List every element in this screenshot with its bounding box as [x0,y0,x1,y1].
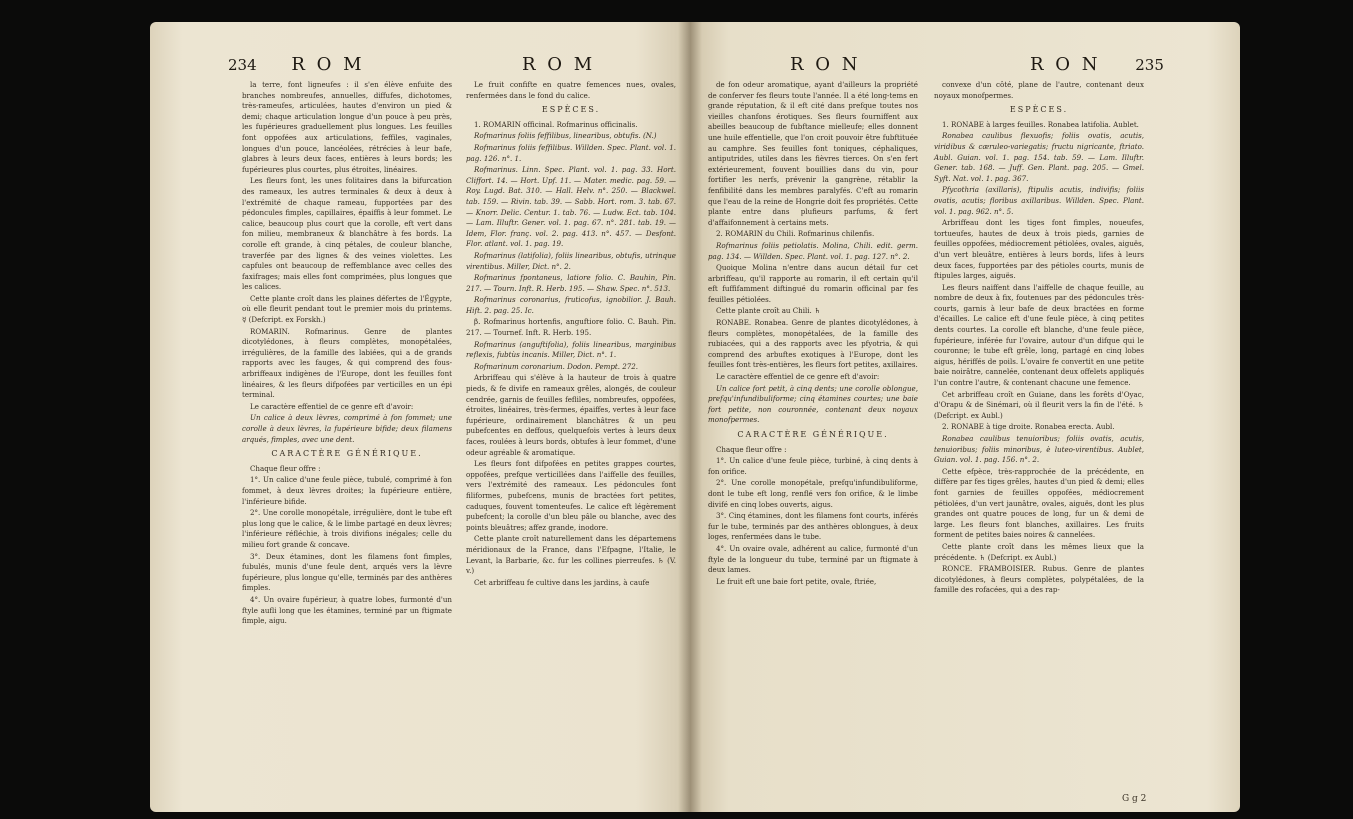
right-page-running-head: R O N [790,54,861,75]
text-paragraph: la terre, font ligneufes : il s'en élève enfuite des branches nombreufes, annuelles, diffufes, dichotomes, très-rameufes, articulées, hautes d'environ un pied & demi; chaque articulation longue d'un pouce à peu près, les fupérieures graduellement plus longues. Les feuilles font oppofées aux articulations, feffiles, vaginales, longues d'un pouce, lancéolées, rétrécies à leur bafe, glabres à leurs deux faces, entières à leurs bords; les fupérieures plus courtes, plus étroites, linéaires. [242,80,452,174]
text-paragraph: Cet arbriffeau fe cultive dans les jardins, à caufe [474,577,650,587]
text-paragraph: Rofmarinus fpontaneus, latiore folio. C. Bauhin, Pin. 217. — Tourn. Inft. R. Herb. 195. — Shaw. Spec. n°. 513. [466,273,676,293]
text-paragraph: RONCE. FRAMBOISIER. Rubus. Genre de plantes dicotylédones, à fleurs complètes, polypétalées, de la famille des rofacées, qui a des rap- [934,564,1144,595]
text-paragraph: 2. ROMARIN du Chili. Rofmarinus chilenfis. [716,229,875,239]
text-paragraph: Cette plante croît dans les plaines défertes de l'Égypte, où elle fleurit pendant tout le premier mois du printems. ☿ (Defcript. ex Forskh.) [242,293,452,325]
text-paragraph: 1. RONABE à larges feuilles. Ronabea latifolia. Aublet. [942,119,1139,129]
text-paragraph: Le caractère effentiel de ce genre eft d'avoir: [250,401,414,411]
text-paragraph: ROMARIN. Rofmarinus. Genre de plantes dicotylédones, à fleurs complètes, monopétalées, irrégulières, de la famille des labiées, qui a de grands rapports avec les fauges, & qui comprend des fous-arbriffeaux indigènes de l'Europe, dont les feuilles font linéaires, & les fleurs difpofées par verticilles en un épi terminal. [242,326,452,400]
text-paragraph: 1°. Un calice d'une feule pièce, tubulé, comprimé à fon fommet, à deux lèvres droites; la fupérieure entière, l'inférieure bifide. [242,475,452,506]
text-paragraph: 1°. Un calice d'une feule pièce, turbiné, à cinq dents à fon orifice. [708,456,918,476]
text-paragraph: CARACTÈRE GÉNÉRIQUE. [271,449,423,459]
left-page [150,22,690,812]
text-paragraph: Rofmarinus foliis feffilibus, linearibus, obtufis. (N.) [474,131,657,141]
text-paragraph: 3°. Deux étamines, dont les filamens font fimples, fubulés, munis d'une feule dent, arqués vers la lèvre fupérieure, plus longue qu'elle, terminés par des anthères fimples. [242,551,452,593]
left-page-header-col2: R O M [522,54,596,75]
text-paragraph: Les fleurs font, les unes folitaires dans la bifurcation des rameaux, les autres terminales & deux à deux à l'extrémité de chaque rameau, fupportées par des pédoncules fimples, capillaires, épaiffis à leur fommet. Le calice, beaucoup plus court que la corolle, eft vert dans fon milieu, membraneux & blanchâtre à fes bords. La corolle eft grande, à cinq pétales, de couleur blanche, traverfée par des lignes & des veines violettes. Les capfules ont beaucoup de reffemblance avec celles des faxifrages; mais elles font comprimées, plus longues que les calices. [242,176,452,292]
right-page-header [1030,54,1164,75]
left-page-header [228,54,365,75]
text-paragraph: Ronabea caulibus tenuioribus; foliis ovatis, acutis, tenuioribus; foliis minoribus, è luteo-virentibus. Aublet, Guian. vol. 1. pag. 156. n°. 2. [934,434,1144,465]
text-paragraph: Rofmarinum coronarium. Dodon. Pempt. 272. [474,361,639,371]
text-paragraph: Le caractère effentiel de ce genre eft d'avoir: [716,372,880,382]
text-paragraph: Rofmarinus (latifolia), foliis linearibus, obtufis, utrinque virentibus. Miller, Dict. n°. 2. [466,250,676,271]
text-paragraph: β. Rofmarinus hortenfis, anguftiore folio. C. Bauh. Pin. 217. — Tournef. Inft. R. Herb. 195. [466,317,676,338]
text-paragraph: 2°. Une corolle monopétale, prefqu'infundibuliforme, dont le tube eft long, renflé vers fon orifice, & le limbe divifé en cinq lobes ouverts, aigus. [708,478,918,509]
text-paragraph: Cette plante croît dans les mêmes lieux que la précédente. ♄ (Defcript. ex Aubl.) [934,541,1144,562]
text-paragraph: Chaque fleur offre : [716,444,787,454]
text-paragraph: Rofmarinus. Linn. Spec. Plant. vol. 1. pag. 33. Hort. Cliffort. 14. — Hort. Upf. 11. — Mater. medic. pag. 59. — Roy. Lugd. Bat. 310. — Hall. Helv. n°. 250. — Blackwel. tab. 159. — Rivin. tab. 39. — Sabb. Hort. rom. 3. tab. 67. — Knorr. Delic. Centur. 1. tab. 76. — Ludw. Ect. tab. 104. — Lam. Illuftr. Gener. vol. 1. pag. 67. n°. 281. tab. 19. — Idem, Flor. franç. vol. 2. pag. 413. n°. 457. — Desfont. Flor. atlant. vol. 1. pag. 19. [466,165,676,249]
text-paragraph: Rofmarinus foliis feffilibus. Willden. Spec. Plant. vol. 1. pag. 126. n°. 1. [466,142,676,163]
text-paragraph: Le fruit eft une baie fort petite, ovale, ftriée, [716,576,877,586]
text-paragraph: Rofmarinus coronarius, fruticofus, ignobilior. J. Bauh. Hift. 2. pag. 25. Ic. [466,295,676,315]
left-page-number: 234 [228,56,257,74]
text-paragraph: Un calice à deux lèvres, comprimé à fon fommet; une corolle à deux lèvres, la fupérieure bifide; deux filamens arqués, fimples, avec une dent. [242,413,452,444]
right-column-2 [934,80,1144,597]
text-paragraph: Cette efpèce, très-rapprochée de la précédente, en diffère par fes tiges grêles, hautes d'un pied & demi; elles font garnies de feuilles oppofées, médiocrement pétiolées, d'un vert jaunâtre, ovales, aiguës, dont les plus grandes ont quatre pouces de long, fur un & demi de large. Les fleurs font blanches, axillaires. Les fruits forment de petites baies noires & cannelées. [934,466,1144,540]
text-paragraph: Quoique Molina n'entre dans aucun détail fur cet arbriffeau, qu'il rapporte au romarin, il eft certain qu'il eft fuffifamment diftingué du romarin officinal par fes feuilles pétiolées. [708,263,918,304]
left-page-running-head: R O M [291,54,365,75]
text-paragraph: Chaque fleur offre : [250,463,321,473]
book-gutter [678,22,702,812]
text-paragraph: Rofmarinus foliis petiolatis. Molina, Chili. edit. germ. pag. 134. — Willden. Spec. Plant. vol. 1. pag. 127. n°. 2. [708,240,918,261]
text-paragraph: Cet arbriffeau croît en Guiane, dans les forêts d'Oyac, d'Orapu & de Sinémari, où il fleurit vers la fin de l'été. ♄ (Defcript. ex Aubl.) [934,389,1144,420]
text-paragraph: ESPÈCES. [541,105,601,115]
left-column-2 [466,80,676,589]
text-paragraph: 3°. Cinq étamines, dont les filamens font courts, inférés fur le tube, terminés par des anthères oblongues, à deux loges, renfermées dans le tube. [708,511,918,542]
right-page [690,22,1240,812]
text-paragraph: 4°. Un ovaire fupérieur, à quatre lobes, furmonté d'un ftyle aufli long que les étamines, terminé par un ftigmate fimple, aigu. [242,594,452,626]
right-column-1 [708,80,918,588]
text-paragraph: Ronabea caulibus flexuofis; foliis ovatis, acutis, viridibus & cæruleo-variegatis; fructu nigricante, ftriato. Aubl. Guian. vol. 1. pag. 154. tab. 59. — Lam. Illuftr. Gener. tab. 168. — Juff. Gen. Plant. pag. 205. — Gmel. Syft. Nat. vol. 1. pag. 367. [934,131,1144,183]
text-paragraph: 2°. Une corolle monopétale, irrégulière, dont le tube eft plus long que le calice, & le limbe partagé en deux lèvres; l'inférieure réfléchie, à trois divifions inégales; celle du milieu fort grande & concave. [242,508,452,549]
text-paragraph: Cette plante croît naturellement dans les départemens méridionaux de la France, dans l'Efpagne, l'Italie, le Levant, la Barbarie, &c. fur les collines pierreufes. ♄ (V. v.) [466,534,676,576]
left-column-1 [242,80,452,628]
text-paragraph: 4°. Un ovaire ovale, adhérent au calice, furmonté d'un ftyle de la longueur du tube, terminé par un ftigmate à deux lames. [708,543,918,575]
right-page-running-head-2: R O N [1030,54,1101,75]
text-paragraph: Arbriffeau qui s'élève à la hauteur de trois à quatre pieds, & fe divife en rameaux grêles, alongés, de couleur cendrée, garnis de feuilles fefliles, nombreufes, oppofées, étroites, linéaires, très-fermes, épaiffes, vertes à leur face fupérieure, ordinairement blanchâtres & un peu pubefcentes en deffous, quelquefois vertes à leurs deux faces, roulées à leurs bords, obtufes à leur fommet, d'une odeur agréable & aromatique. [466,373,676,457]
text-paragraph: convexe d'un côté, plane de l'autre, contenant deux noyaux monofpermes. [934,80,1144,100]
text-paragraph: Cette plante croît au Chili. ♄ [716,306,821,316]
text-paragraph: Les fleurs font difpofées en petites grappes courtes, oppofées, prefque verticillées dans l'aiffelle des feuilles, vers l'extrémité des rameaux. Les pédoncules font filiformes, pubefcens, munis de bractées fort petites, caduques, fouvent tomenteufes. Le calice eft légèrement pubefcent; la corolle d'un bleu pâle ou blanche, avec des points bleuâtres; affez grande, inodore. [466,459,676,532]
open-book [150,22,1240,812]
text-paragraph: Rofmarinus (anguftifolia), foliis linearibus, marginibus reflexis, fubtùs incanis. Miller, Dict. n°. 1. [466,339,676,360]
text-paragraph: Un calice fort petit, à cinq dents; une corolle oblongue, prefqu'infundibuliforme; cinq étamines courtes; une baie fort petite, non couronnée, contenant deux noyaux monofpermes. [708,383,918,425]
text-paragraph: Pfycothria (axillaris), ftipulis acutis, indivifis; foliis ovatis, acutis; floribus axillaribus. Willden. Spec. Plant. vol. 1. pag. 962. n°. 5. [934,185,1144,216]
text-paragraph: ESPÈCES. [1009,105,1069,115]
signature-mark: G g 2 [1122,794,1147,804]
text-paragraph: Les fleurs naiffent dans l'aiffelle de chaque feuille, au nombre de deux à fix, foutenues par des pédoncules très-courts, garnis à leur bafe de deux bractées en forme d'écailles. Le calice eft d'une feule pièce, à cinq petites dents courtes. La corolle eft blanche, d'une feule pièce, fupérieure, inférée fur l'ovaire, autour d'un difque qui le couronne; le tube eft grêle, long, partagé en cinq lobes aigus, hériffés de poils. L'ovaire fe convertit en une petite baie noirâtre, cannelée, contenant deux offelets appliqués l'un contre l'autre, & contenant chacune une femence. [934,282,1144,388]
text-paragraph: Arbriffeau dont les tiges font fimples, noueufes, tortueufes, hautes de deux à trois pieds, garnies de feuilles oppofées, médiocrement pétiolées, ovales, aiguës, d'un vert bleuâtre, entières à leurs bords, lifes à leurs deux faces, fupportées par des pétioles courts, munis de ftipules larges, aiguës. [934,218,1144,281]
text-paragraph: RONABE. Ronabea. Genre de plantes dicotylédones, à fleurs complètes, monopétalées, de la famille des rubiacées, qui a des rapports avec les pfyotria, & qui comprend des arbuftes exotiques à l'Europe, dont les feuilles font très-entières, les fleurs fort petites, axillaires. [708,318,918,370]
text-paragraph: 1. ROMARIN officinal. Rofmarinus officinalis. [474,119,638,129]
text-paragraph: Le fruit confifte en quatre femences nues, ovales, renfermées dans le fond du calice. [466,80,676,100]
text-paragraph: 2. RONABE à tige droite. Ronabea erecta. Aubl. [942,422,1115,432]
right-page-number: 235 [1135,56,1164,74]
text-paragraph: de fon odeur aromatique, ayant d'ailleurs la propriété de conferver fes fleurs toute l'année. Il a été long-tems en grande réputation, & il eft cité dans prefque toutes nos vieilles chanfons érotiques. Ses fleurs fourniffent aux abeilles beaucoup de fubftance mielleufe; elles donnent une huile effentielle, que l'on croit pouvoir être fubftituée au camphre. Ses feuilles font toniques, céphaliques, antiputrides, utiles dans les fièvres tierces. On s'en fert extérieurement, fouvent bouillies dans du vin, pour fortifier les nerfs, prévenir la gangrène, rétablir la fenfibilité dans les membres paralyfés. C'eft au romarin que l'eau de la reine de Hongrie doit fes propriétés. Cette plante entre dans plufieurs parfums, & fert d'affaifonnement à certains mets. [708,80,918,227]
text-paragraph: CARACTÈRE GÉNÉRIQUE. [737,430,889,439]
